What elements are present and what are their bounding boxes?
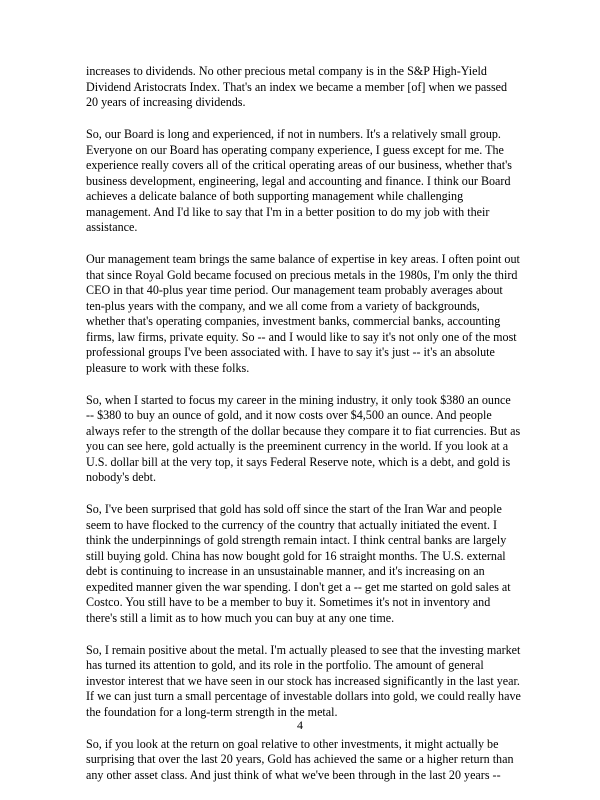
text-line: there's still a limit as to how much you can buy at any one time. xyxy=(86,610,395,625)
text-line: So, I've been surprised that gold has sold off since the start of the Iran War and people xyxy=(86,502,502,516)
text-line: nobody's debt. xyxy=(86,470,157,484)
text-line: So, our Board is long and experienced, if not in numbers. It's a relatively small group. xyxy=(86,127,501,141)
text-line: always refer to the strength of the dollar because they compare it to fiat currencies. But as xyxy=(86,423,521,438)
text-line: think the underpinnings of gold strength remain intact. I think central banks are largely xyxy=(86,533,507,547)
text-line: pleasure to work with these folks. xyxy=(86,360,250,375)
text-line: you can see here, gold actually is the preeminent currency in the world. If you look at a xyxy=(86,439,509,453)
text-line: achieves a delicate balance of both supporting management while challenging xyxy=(86,189,464,203)
text-line: So, I remain positive about the metal. I'm actually pleased to see that the investing market xyxy=(86,642,521,657)
paragraph-management-team xyxy=(86,252,518,376)
text-line: U.S. dollar bill at the very top, it says Federal Reserve note, which is a debt, and gold is xyxy=(86,454,511,469)
text-line: 20 years of increasing dividends. xyxy=(86,95,246,109)
text-line: debt is continuing to increase in an unsustainable manner, and it's increasing on an xyxy=(86,564,485,578)
text-line: the foundation for a long-term strength in the metal. xyxy=(86,704,338,719)
paragraph-board xyxy=(86,127,518,236)
text-line: CEO in that 40-plus year time period. Our management team probably averages about xyxy=(86,283,503,297)
paragraph-gold-selloff xyxy=(86,502,518,626)
text-line: So, if you look at the return on goal relative to other investments, it might actually be xyxy=(86,736,499,751)
text-line: any other asset class. And just think of what we've been through in the last 20 years -- xyxy=(86,767,501,782)
text-line: Dividend Aristocrats Index. That's an index we became a member [of] when we passed xyxy=(86,79,508,94)
text-line: experience really covers all of the critical operating areas of our business, whether that's xyxy=(86,158,512,172)
text-line: professional groups I've been associated with. I have to say it's just -- it's an absolute xyxy=(86,345,495,359)
text-line: Everyone on our Board has operating company experience, I guess except for me. The xyxy=(86,142,504,157)
text-line: management. And I'd like to say that I'm in a better position to do my job with their xyxy=(86,204,490,219)
paragraph-gold-price xyxy=(86,392,521,486)
text-line: increases to dividends. No other precious metal company is in the S&P High-Yield xyxy=(86,64,487,78)
text-line: seem to have flocked to the currency of the country that actually initiated the event. I xyxy=(86,517,498,532)
text-line: whether that's operating companies, investment banks, commercial banks, accounting xyxy=(86,314,501,328)
text-line: Costco. You still have to be a member to buy it. Sometimes it's not in inventory and xyxy=(86,595,491,609)
paragraph-dividends xyxy=(86,64,518,111)
text-line: ten-plus years with the company, and we all come from a variety of backgrounds, xyxy=(86,298,480,313)
paragraph-positive-outlook xyxy=(86,642,521,721)
text-line: If we can just turn a small percentage of investable dollars into gold, we could really have xyxy=(86,689,521,703)
transcript-body xyxy=(86,64,521,800)
text-line: Our management team brings the same balance of expertise in key areas. I often point out xyxy=(86,252,520,266)
text-line: investor interest that we have seen in our stock has increased significantly in the last year. xyxy=(86,673,520,688)
text-line: has turned its attention to gold, and its role in the portfolio. The amount of general xyxy=(86,658,484,672)
text-line: firms, law firms, private equity. So -- and I would like to say it's not only one of the most xyxy=(86,329,517,344)
text-line: that since Royal Gold became focused on precious metals in the 1980s, I'm only the third xyxy=(86,267,518,282)
paragraph-returns xyxy=(86,737,518,784)
text-line: business development, engineering, legal and accounting and finance. I think our Board xyxy=(86,173,511,188)
page-number: 4 xyxy=(297,718,303,732)
text-line: So, when I started to focus my career in the mining industry, it only took $380 an ounce xyxy=(86,392,511,407)
text-line: -- $380 to buy an ounce of gold, and it now costs over $4,500 an ounce. And people xyxy=(86,408,492,422)
text-line: surprising that over the last 20 years, Gold has achieved the same or a higher return than xyxy=(86,752,514,766)
text-line: expedited manner given the war spending. I don't get a -- get me started on gold sales at xyxy=(86,579,511,594)
text-line: assistance. xyxy=(86,220,138,234)
text-line: still buying gold. China has now bought gold for 16 straight months. The U.S. external xyxy=(86,548,506,563)
